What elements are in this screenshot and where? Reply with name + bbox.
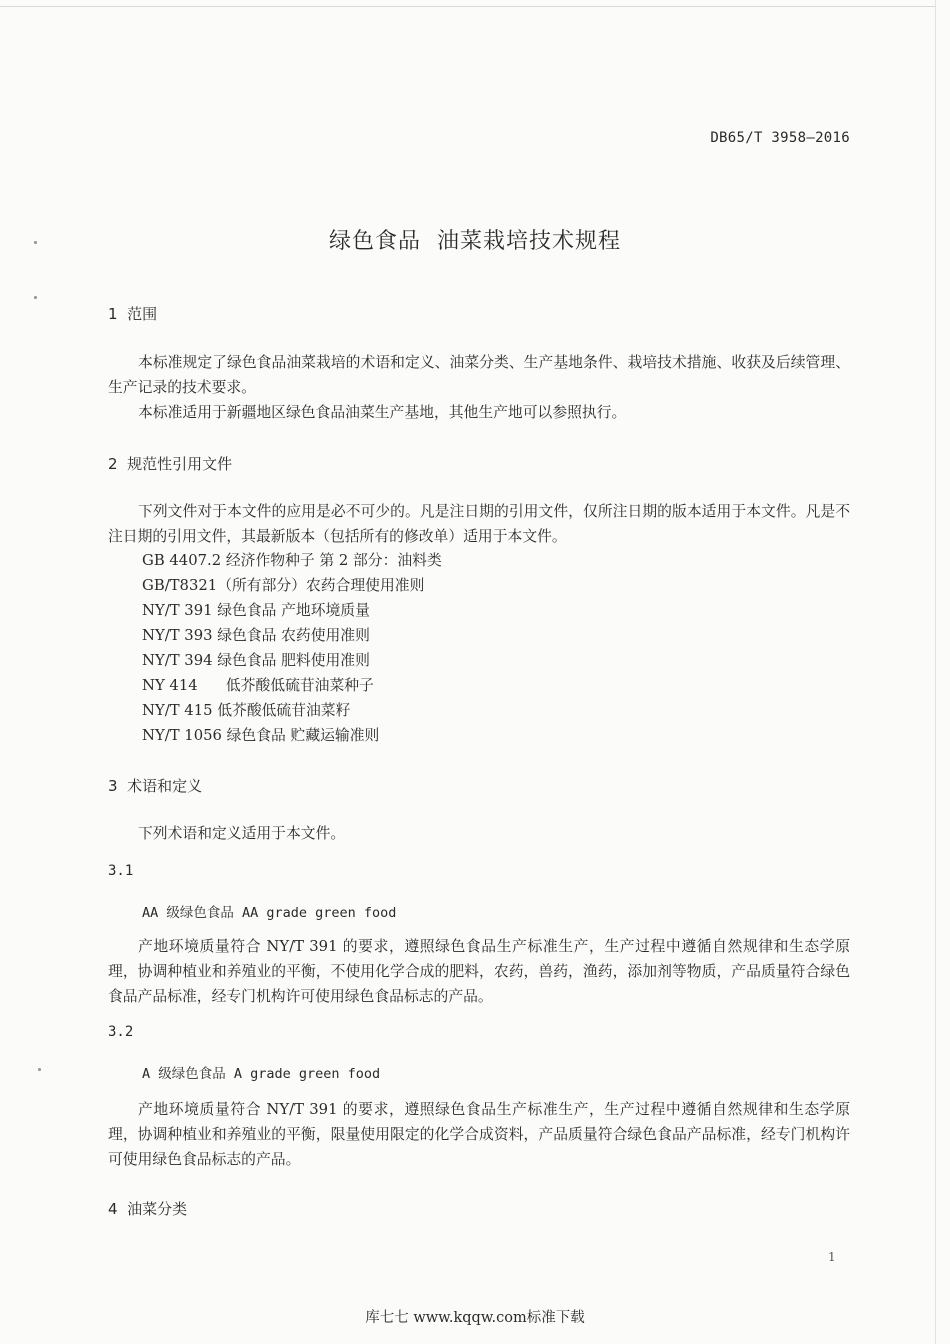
reference-item: NY/T 415 低芥酸低硫苷油菜籽: [142, 702, 351, 719]
reference-item: NY/T 394 绿色食品 肥料使用准则: [142, 652, 370, 669]
paragraph: 本标准规定了绿色食品油菜栽培的术语和定义、油菜分类、生产基地条件、栽培技术措施、收获及后续管理、生产记录的技术要求。: [108, 354, 850, 396]
reference-item: NY/T 391 绿色食品 产地环境质量: [142, 602, 370, 619]
footer-watermark: 库七七 www.kqqw.com标准下载: [365, 1310, 585, 1326]
section-heading-terms: 3 术语和定义: [108, 777, 203, 795]
clause-number: 3.1: [108, 863, 134, 879]
document-title: 绿色食品 油菜栽培技术规程: [329, 229, 621, 254]
term-definition: 产地环境质量符合 NY/T 391 的要求，遵照绿色食品生产标准生产，生产过程中遵循自然规律和生态学原理，协调种植业和养殖业的平衡，限量使用限定的化学合成资料，产品质量符合绿色食品产品标准，经专门机构许可使用绿色食品标志的产品。: [108, 1101, 850, 1168]
term-title: AA 级绿色食品 AA grade green food: [142, 905, 397, 921]
reference-item: NY/T 393 绿色食品 农药使用准则: [142, 627, 370, 644]
section-heading-scope: 1 范围: [108, 305, 158, 323]
page-edge-top: [0, 6, 935, 7]
standard-code: DB65/T 3958—2016: [710, 130, 850, 146]
scan-mark: [38, 1068, 41, 1071]
reference-item: NY 414 低芥酸低硫苷油菜种子: [142, 677, 374, 694]
reference-item: GB 4407.2 经济作物种子 第 2 部分：油料类: [142, 552, 442, 569]
section-heading-classification: 4 油菜分类: [108, 1200, 188, 1218]
term-title: A 级绿色食品 A grade green food: [142, 1066, 381, 1082]
scan-mark: [34, 296, 37, 299]
paragraph: 下列文件对于本文件的应用是必不可少的。凡是注日期的引用文件，仅所注日期的版本适用于本文件。凡是不注日期的引用文件，其最新版本（包括所有的修改单）适用于本文件。: [108, 503, 850, 545]
term-definition: 产地环境质量符合 NY/T 391 的要求，遵照绿色食品生产标准生产，生产过程中遵循自然规律和生态学原理，协调种植业和养殖业的平衡，不使用化学合成的肥料，农药，兽药，渔药，添加剂等物质，产品质量符合绿色食品产品标准，经专门机构许可使用绿色食品标志的产品。: [108, 938, 850, 1005]
paragraph: 本标准适用于新疆地区绿色食品油菜生产基地，其他生产地可以参照执行。: [138, 404, 627, 421]
page-edge-right: [935, 0, 936, 1344]
section-heading-normative-references: 2 规范性引用文件: [108, 455, 233, 473]
page-number: 1: [828, 1250, 836, 1264]
paragraph: 下列术语和定义适用于本文件。: [138, 825, 346, 842]
reference-item: NY/T 1056 绿色食品 贮藏运输准则: [142, 727, 380, 744]
reference-item: GB/T8321（所有部分）农药合理使用准则: [142, 577, 425, 594]
clause-number: 3.2: [108, 1024, 134, 1040]
